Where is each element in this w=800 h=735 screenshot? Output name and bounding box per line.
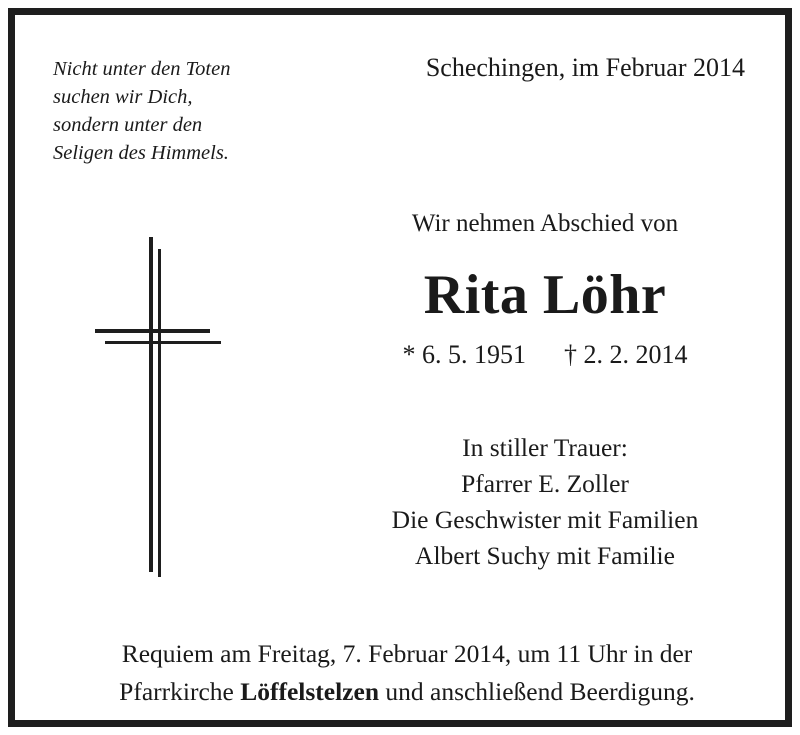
- farewell-intro: Wir nehmen Abschied von: [411, 210, 679, 237]
- life-dates: [345, 340, 745, 370]
- requiem-suffix: und anschließend Beerdigung.: [379, 677, 695, 706]
- mourner-line: Die Geschwister mit Familien: [391, 505, 699, 534]
- place-and-date: Schechingen, im Februar 2014: [425, 53, 745, 82]
- deceased-name: Rita Löhr: [423, 264, 667, 326]
- double-line-cross-icon: [95, 237, 235, 587]
- motto-line: suchen wir Dich,: [53, 86, 193, 108]
- requiem-line-1: Requiem am Freitag, 7. Februar 2014, um 11 Uhr in der: [121, 639, 693, 668]
- mourner-line: Albert Suchy mit Familie: [415, 541, 675, 570]
- requiem-notice: [15, 635, 799, 711]
- motto-line: Nicht unter den Toten: [53, 58, 231, 80]
- motto-line: Seligen des Himmels.: [53, 142, 229, 164]
- memorial-motto: [53, 55, 293, 167]
- requiem-place: Löffelstelzen: [240, 677, 379, 706]
- birth-date: * 6. 5. 1951: [402, 340, 526, 369]
- obituary-frame: [8, 8, 792, 727]
- mourners-heading: In stiller Trauer:: [462, 433, 628, 462]
- motto-line: sondern unter den: [53, 114, 203, 136]
- mourner-line: Pfarrer E. Zoller: [461, 469, 629, 498]
- requiem-line-2: [15, 673, 799, 711]
- death-date: † 2. 2. 2014: [564, 340, 688, 369]
- requiem-church-prefix: Pfarrkirche: [119, 677, 241, 706]
- mourners-list: [345, 430, 745, 574]
